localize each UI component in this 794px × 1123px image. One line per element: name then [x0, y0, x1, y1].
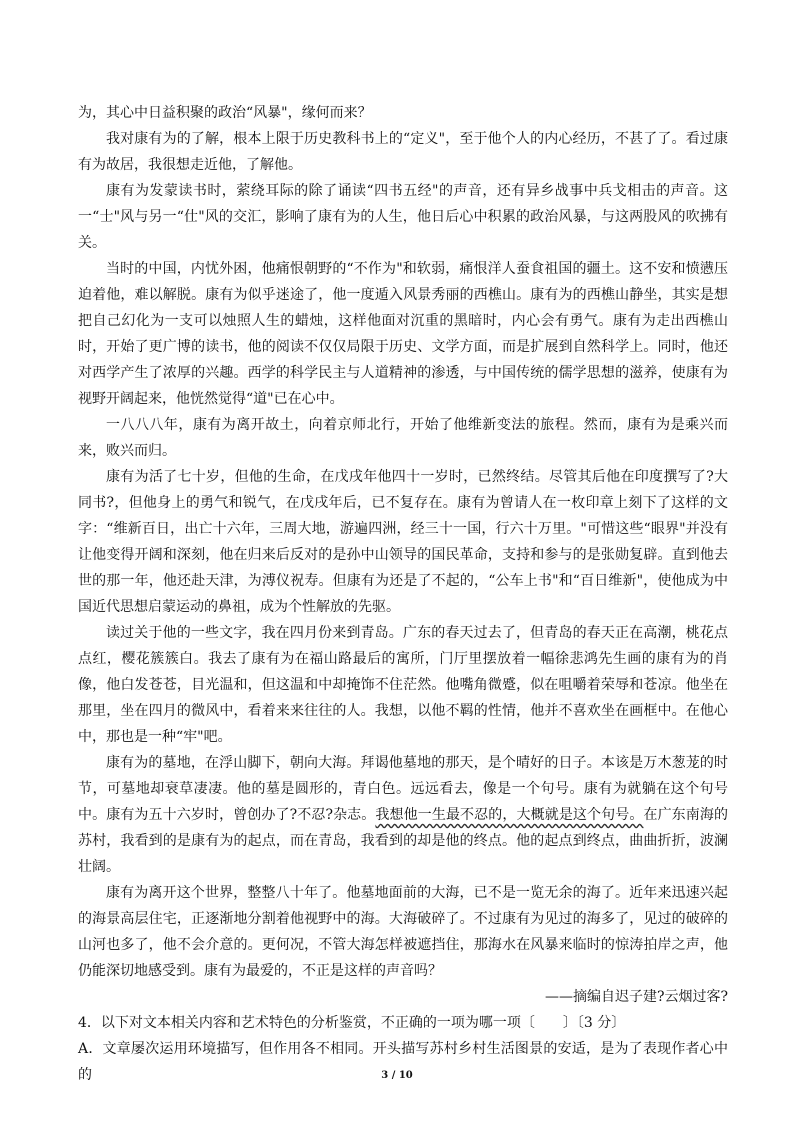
paragraph-5: 康有为活了七十岁，但他的生命，在戊戌年他四十一岁时，已然终结。尽管其后他在印度撰写了?大同书?，但他身上的勇气和锐气，在戊戌年后，已不复存在。康有为曾请人在一枚印章上刻下了这样的文字：“维新百日，出亡十六年，三周大地，游遍四洲，经三十一国，行六十万里。"可惜这些“眼界"并没有让他变得开阔和深刻，他在归来后反对的是孙中山领导的国民革命，支持和参与的是张勋复辟。直到他去世的那一年，他还赴天津，为溥仪祝寿。但康有为还是了不起的，“公车上书"和“百日维新"，使他成为中国近代思想启蒙运动的鼻祖，成为个性解放的先驱。 — [78, 469, 728, 615]
paragraph-3: 当时的中国，内忧外困，他痛恨朝野的“不作为"和软弱，痛恨洋人蚕食祖国的疆土。这不安和愤懑压迫着他，难以解脱。康有为似乎迷途了，他一度遁入风景秀丽的西樵山。康有为的西樵山静坐，其实是想把自己幻化为一支可以烛照人生的蜡烛，这样他面对沉重的黑暗时，内心会有勇气。康有为走出西樵山时，开始了更广博的读书，他的阅读不仅仅局限于历史、文学方面，而是扩展到自然科学上。同时，他还对西学产生了浓厚的兴趣。西学的科学民主与人道精神的渗透，与中国传统的儒学思想的滋养，使康有为视野开阔起来，他恍然觉得“道"已在心中。 — [78, 261, 728, 407]
paragraph-7-before: 康有为的墓地，在浮山脚下，朝向大海。拜谒他墓地的那天，是个晴好的日子。本该是万木葱茏的时节，可墓地却衰草凄凄。他的墓是圆形的，青白色。远远看去，像是一个句号。康有为就躺在这个句号中。康有为五十六岁时，曾创办了?不忍?杂志。 — [78, 755, 728, 823]
source-attribution: ——摘编自迟子建?云烟过客? — [544, 989, 728, 1005]
paragraph-8: 康有为离开这个世界，整整八十年了。他墓地面前的大海，已不是一览无余的海了。近年来迅速兴起的海景高层住宅，正逐渐地分割着他视野中的海。大海破碎了。不过康有为见过的海多了，见过的破碎的山河也多了，他不会介意的。更何况，不管大海怎样被遮挡住，那海水在风暴来临时的惊涛拍岸之声，他仍能深切地感受到。康有为最爱的，不正是这样的声音吗？ — [78, 885, 728, 979]
paragraph-7 — [78, 750, 728, 880]
wavy-underlined-sentence: 我想他一生最不忍的，大概就是这个句号。 — [375, 807, 644, 823]
paragraph-7-after: 在广东南海的苏村，我看到的是康有为的起点，而在青岛，我看到的却是他的终点。他的起点到终点，曲曲折折，波澜壮阔。 — [78, 807, 729, 875]
question-4: 4．以下对文本相关内容和艺术特色的分析鉴赏，不正确的一项为哪一项〔 〕〔3 分〕 — [78, 1015, 626, 1031]
option-a: A．文章屡次运用环境描写，但作用各不相同。开头描写苏村乡村生活图景的安适，是为了表现作者心中的 — [78, 1041, 728, 1083]
article-body — [78, 100, 728, 1088]
paragraph-6: 读过关于他的一些文字，我在四月份来到青岛。广东的春天过去了，但青岛的春天正在高潮，桃花点点红，樱花簇簇白。我去了康有为在福山路最后的寓所，门厅里摆放着一幅徐悲鸿先生画的康有为的肖像，他白发苍苍，目光温和，但这温和中却掩饰不住茫然。他嘴角微蹙，似在咀嚼着荣辱和苍凉。他坐在那里，坐在四月的微风中，看着来来往往的人。我想，以他不羁的性情，他并不喜欢坐在画框中。在他心中，那也是一种“牢"吧。 — [78, 625, 728, 745]
paragraph-0: 为，其心中日益积聚的政治“风暴"，缘何而来？ — [78, 105, 372, 121]
paragraph-1: 我对康有为的了解，根本上限于历史教科书上的“定义"，至于他个人的内心经历，不甚了了。看过康有为故居，我很想走近他，了解他。 — [78, 131, 728, 173]
paragraph-4: 一八八八年，康有为离开故土，向着京师北行，开始了他维新变法的旅程。然而，康有为是乘兴而来，败兴而归。 — [78, 417, 728, 459]
paragraph-2: 康有为发蒙读书时，萦绕耳际的除了诵读“四书五经"的声音，还有异乡战事中兵戈相击的声音。这一“士"风与另一“仕"风的交汇，影响了康有为的人生，他日后心中积累的政治风暴，与这两股风的吹拂有关。 — [78, 183, 728, 251]
page-number: 3 / 10 — [381, 1070, 413, 1081]
